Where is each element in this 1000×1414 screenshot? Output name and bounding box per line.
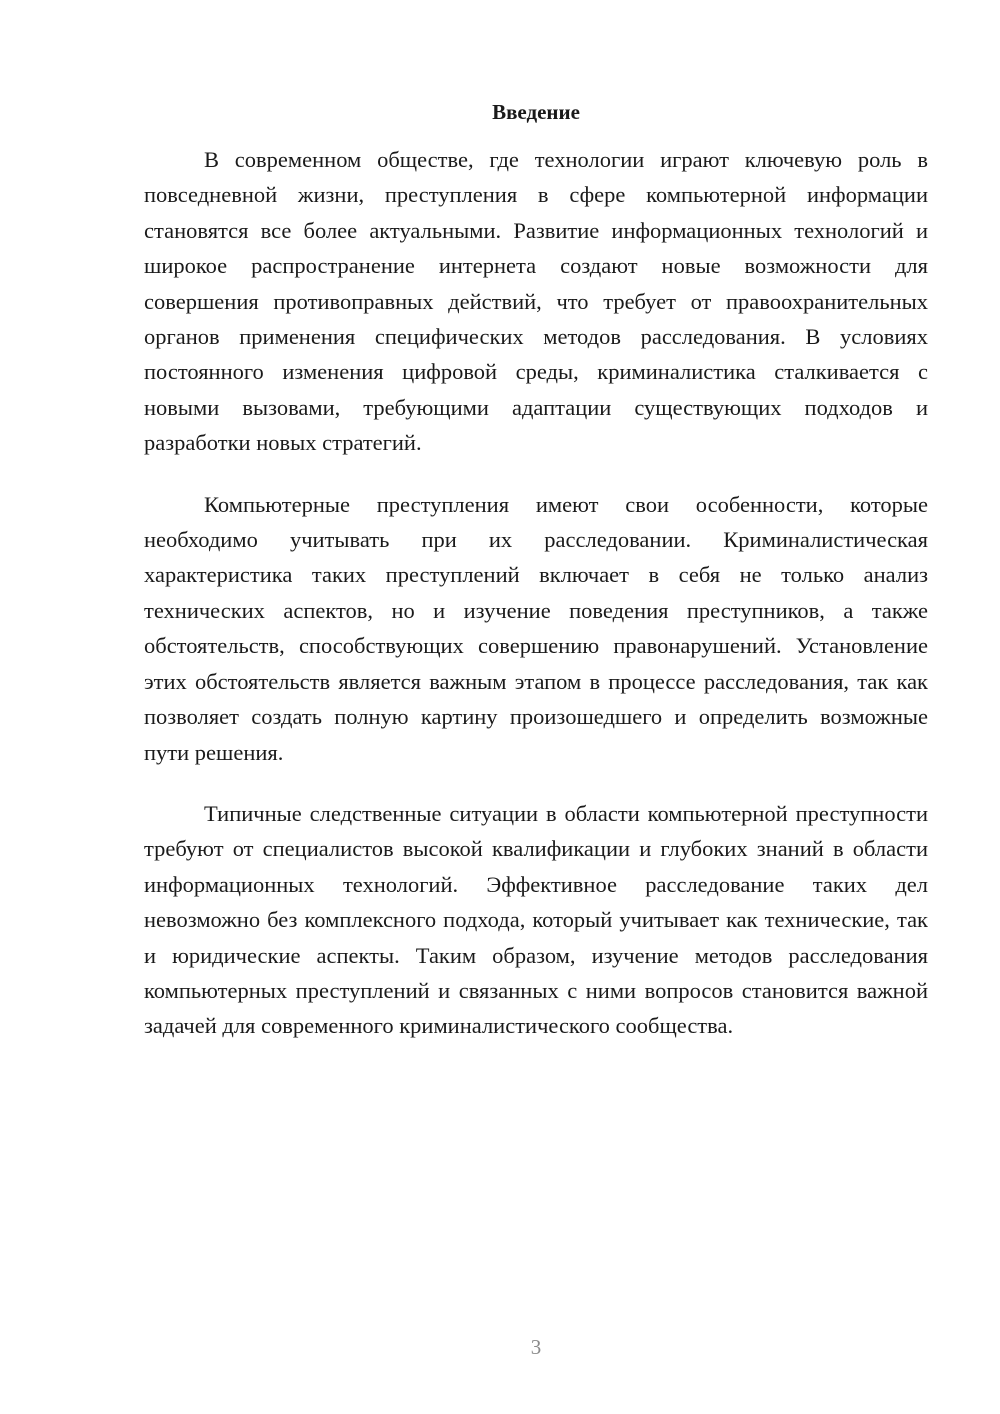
section-title: Введение bbox=[492, 100, 580, 124]
paragraph-2: Компьютерные преступления имеют свои особенности, которые необходимо учитывать при их расследовании. Криминалистическая характеристика таких преступлений включает в себя не только анализ технических аспектов, но и изучение поведения преступников, а также обстоятельств, способствующих совершению правонарушений. Установление этих обстоятельств является важным этапом в процессе расследования, так как позволяет создать полную картину произошедшего и определить возможные пути решения. bbox=[144, 491, 928, 765]
paragraph-3: Типичные следственные ситуации в области компьютерной преступности требуют от специалистов высокой квалификации и глубоких знаний в области информационных технологий. Эффективное расследование таких дел невозможно без комплексного подхода, который учитывает как технические, так и юридические аспекты. Таким образом, изучение методов расследования компьютерных преступлений и связанных с ними вопросов становится важной задачей для современного криминалистического сообщества. bbox=[144, 800, 928, 1039]
body-text bbox=[144, 142, 928, 1070]
page-number: 3 bbox=[530, 1335, 542, 1359]
paragraph-1: В современном обществе, где технологии играют ключевую роль в повседневной жизни, преступления в сфере компьютерной информации становятся все более актуальными. Развитие информационных технологий и широкое распространение интернета создают новые возможности для совершения противоправных действий, что требует от правоохранительных органов применения специфических методов расследования. В условиях постоянного изменения цифровой среды, криминалистика сталкивается с новыми вызовами, требующими адаптации существующих подходов и разработки новых стратегий. bbox=[144, 147, 928, 456]
